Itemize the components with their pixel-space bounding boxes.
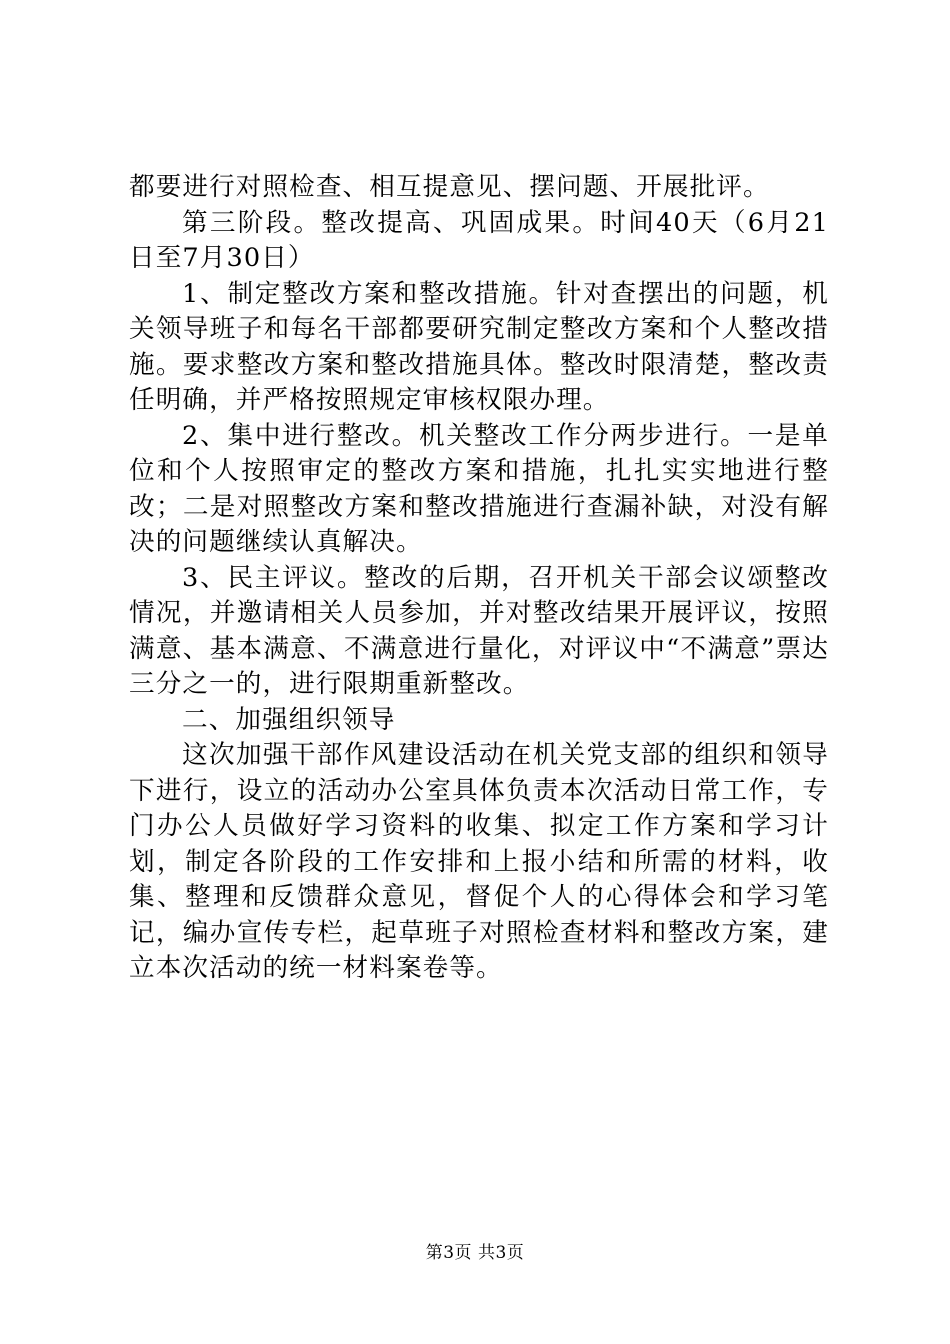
paragraph-4: 2、集中进行整改。机关整改工作分两步进行。一是单位和个人按照审定的整改方案和措施，扎扎实实地进行整改；二是对照整改方案和整改措施进行查漏补缺，对没有解决的问题继续认真解决。 [129,420,829,557]
section-heading: 二、加强组织领导 [182,704,396,735]
paragraph-3: 1、制定整改方案和整改措施。针对查摆出的问题，机关领导班子和每名干部都要研究制定整改方案和个人整改措施。要求整改方案和整改措施具体。整改时限清楚，整改责任明确，并严格按照规定审核权限办理。 [129,278,829,415]
paragraph-1: 都要进行对照检查、相互提意见、摆问题、开展批评。 [129,172,770,202]
paragraph-2: 第三阶段。整改提高、巩固成果。时间40天（6月21日至7月30日） [129,207,829,273]
page-footer: 第3页 共3页 [425,1243,525,1263]
document-body [129,170,829,987]
paragraph-5: 3、民主评议。整改的后期，召开机关干部会议颂整改情况，并邀请相关人员参加，并对整改结果开展评议，按照满意、基本满意、不满意进行量化，对评议中“不满意”票达三分之一的，进行限期重新整改。 [129,562,829,699]
paragraph-7: 这次加强干部作风建设活动在机关党支部的组织和领导下进行，设立的活动办公室具体负责本次活动日常工作，专门办公人员做好学习资料的收集、拟定工作方案和学习计划，制定各阶段的工作安排和上报小结和所需的材料，收集、整理和反馈群众意见，督促个人的心得体会和学习笔记，编办宣传专栏，起草班子对照检查材料和整改方案，建立本次活动的统一材料案卷等。 [129,740,829,983]
